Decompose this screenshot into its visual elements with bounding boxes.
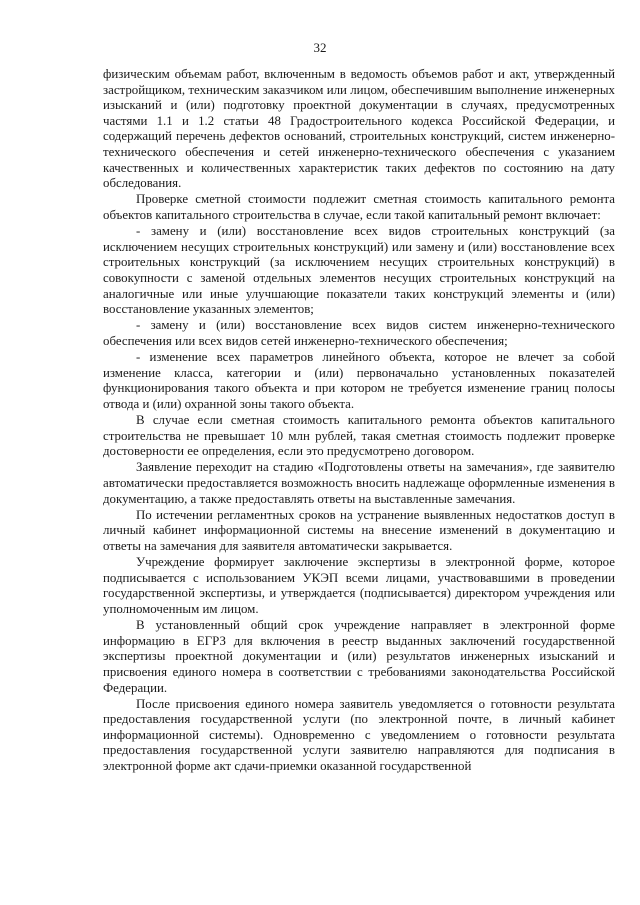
paragraph-conclusion-signed: Учреждение формирует заключение экспертизы в электронной форме, которое подписывается с использованием УКЭП всеми лицами, участвовавшими в проведении государственной экспертизы, и утверждается (подписывается) директором учреждения или уполномоченным им лицом. — [103, 555, 615, 616]
list-item-linear-object: - изменение всех параметров линейного объекта, которое не влечет за собой изменение класса, категории и (или) первоначально установленных показателей функционирования такого объекта и при котором не требуется изменение границ полосы отвода и (или) охранной зоны такого объекта. — [103, 350, 615, 411]
paragraph-notification: После присвоения единого номера заявитель уведомляется о готовности результата предоставления государственной услуги (по электронной почте, в личный кабинет информационной системы). Одновременно с уведомлением о готовности результата предоставления государственной услуги заявителю направляются для подписания в электронной форме акт сдачи-приемки оказанной государственной — [103, 696, 615, 774]
paragraph-answers-stage: Заявление переходит на стадию «Подготовлены ответы на замечания», где заявителю автоматически предоставляется возможность вносить надлежаще оформленные изменения в документацию, а также предоставлять ответы на выставленные замечания. — [103, 460, 615, 506]
list-item-structures: - замену и (или) восстановление всех видов строительных конструкций (за исключением несущих строительных конструкций) или замену и (или) восстановление всех строительных конструкций (за исключением несущих строительных конструкций) в совокупности с заменой отдельных элементов несущих строительных конструкций на аналогичные или иные улучшающие показатели таких конструкций элементы и (или) восстановление указанных элементов; — [103, 224, 615, 317]
paragraph-egrz-registry: В установленный общий срок учреждение направляет в электронной форме информацию в ЕГРЗ для включения в реестр выданных заключений государственной экспертизы проектной документации и (или) результатов инженерных изысканий и присвоения единого номера в соответствии с требованиями законодательства Российской Федерации. — [103, 618, 615, 695]
paragraph-access-closed: По истечении регламентных сроков на устранение выявленных недостатков доступ в личный кабинет информационной системы на внесение изменений в документацию и ответы на замечания для заявителя автоматически закрывается. — [103, 507, 615, 553]
paragraph-continuation: физическим объемам работ, включенным в ведомость объемов работ и акт, утвержденный застройщиком, техническим заказчиком или лицом, обеспечившим выполнение инженерных изысканий и (или) подготовку проектной документации в случаях, предусмотренных частями 1.1 и 1.2 статьи 48 Градостроительного кодекса Российской Федерации, и содержащий перечень дефектов оснований, строительных конструкций, систем инженерно-технического обеспечения и сетей инженерно-технического обеспечения с указанием качественных и количественных характеристик таких дефектов по состоянию на дату обследования. — [103, 67, 615, 191]
page-number: 32 — [313, 40, 327, 55]
document-body — [103, 67, 615, 775]
list-item-engineering-systems: - замену и (или) восстановление всех видов систем инженерно-технического обеспечения или всех видов сетей инженерно-технического обеспечения; — [103, 318, 615, 348]
paragraph-estimate-check: Проверке сметной стоимости подлежит сметная стоимость капитального ремонта объектов капитального строительства в случае, если такой капитальный ремонт включает: — [103, 192, 615, 222]
paragraph-10mln-threshold: В случае если сметная стоимость капитального ремонта объектов капитального строительства не превышает 10 млн рублей, такая сметная стоимость подлежит проверке достоверности ее определения, если это предусмотрено договором. — [103, 413, 615, 459]
